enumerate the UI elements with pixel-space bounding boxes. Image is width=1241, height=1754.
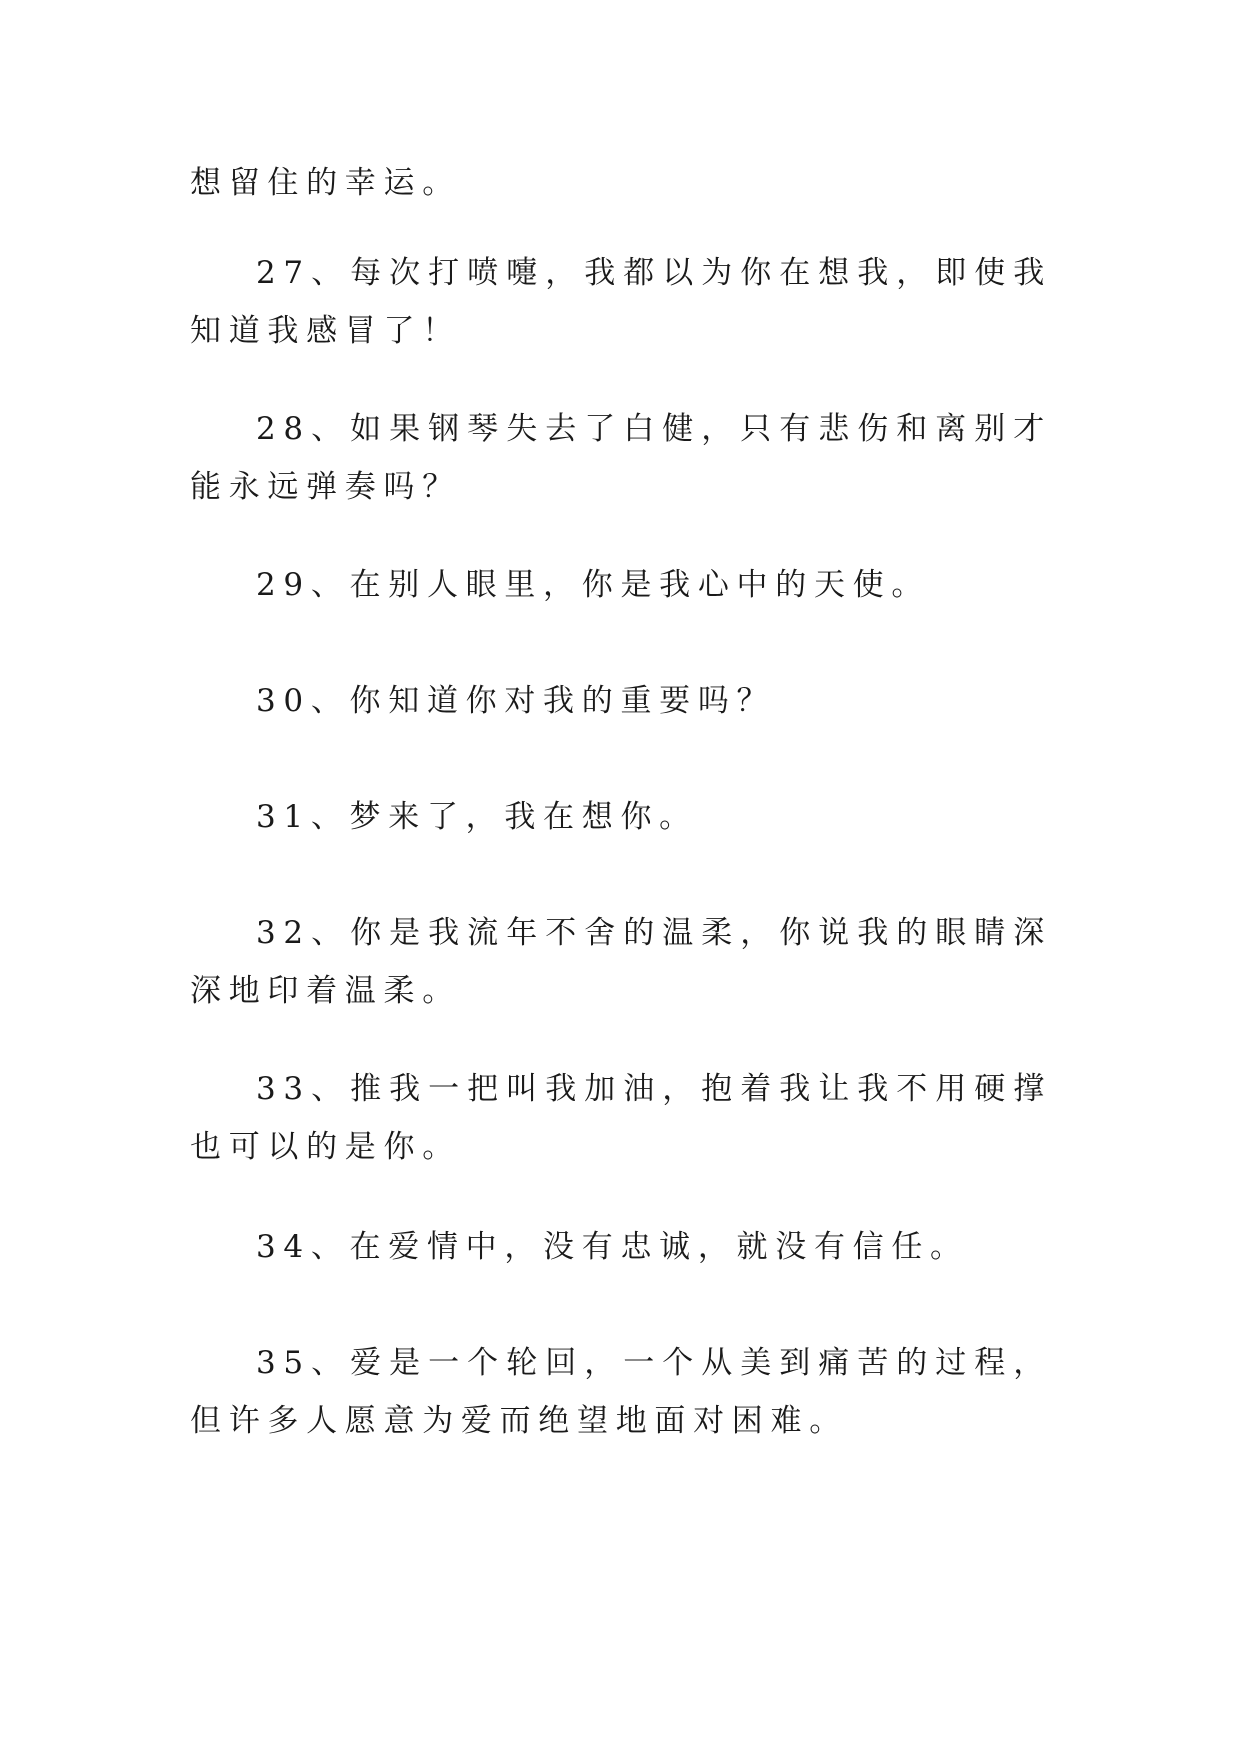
paragraph-31: 31、梦来了，我在想你。 xyxy=(256,799,698,835)
paragraph-33: 33、推我一把叫我加油，抱着我让我不用硬撑也可以的是你。 xyxy=(190,1071,1052,1165)
paragraph-28: 28、如果钢琴失去了白健，只有悲伤和离别才能永远弹奏吗？ xyxy=(190,411,1052,505)
paragraph-32: 32、你是我流年不舍的温柔，你说我的眼睛深深地印着温柔。 xyxy=(190,915,1052,1009)
paragraph-30: 30、你知道你对我的重要吗？ xyxy=(256,683,776,719)
paragraph-29: 29、在别人眼里，你是我心中的天使。 xyxy=(256,567,931,603)
paragraph-27: 27、每次打喷嚏，我都以为你在想我，即使我知道我感冒了！ xyxy=(190,255,1052,349)
paragraph-35: 35、爱是一个轮回，一个从美到痛苦的过程，但许多人愿意为爱而绝望地面对困难。 xyxy=(190,1345,1052,1439)
paragraph-34: 34、在爱情中，没有忠诚，就没有信任。 xyxy=(256,1229,969,1265)
paragraph-continuation: 想留住的幸运。 xyxy=(190,165,461,201)
